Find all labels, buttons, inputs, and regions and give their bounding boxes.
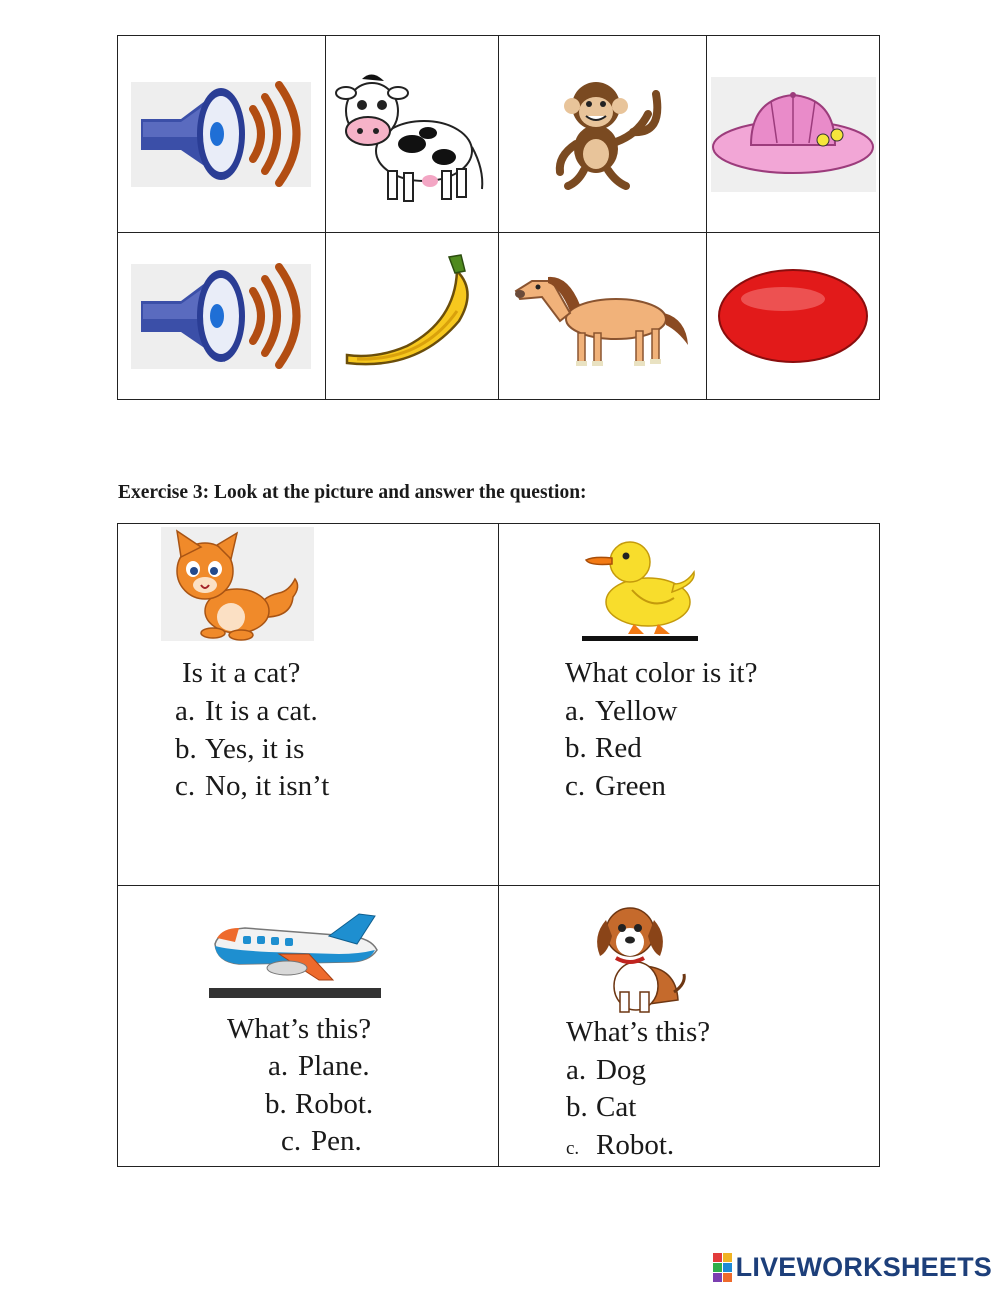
option-b-3[interactable]: b. Robot. [265,1088,374,1120]
question-3 [227,1011,371,1049]
duck-picture [582,536,698,641]
monkey-picture [499,36,707,233]
question-text: What’s this? [566,1016,711,1048]
option-b[interactable]: b. Yes, it is [175,732,305,765]
cat-picture [161,527,314,641]
option-c[interactable]: c. No, it isn’t [175,770,330,802]
question-2 [565,655,757,805]
option-a-3[interactable]: a. Plane. [268,1050,370,1082]
plane-picture [209,910,381,998]
option-c[interactable]: c. Robot. [566,1128,675,1161]
option-b[interactable]: b. Cat [566,1091,637,1123]
cow-picture [326,36,499,233]
pink-hat-picture [707,36,880,233]
audio-cell-1[interactable] [118,36,326,233]
option-a[interactable]: a. Dog [566,1053,646,1086]
horse-picture [499,233,707,400]
banana-picture [326,233,499,400]
options-1 [175,693,329,806]
question-card-3 [118,886,499,1167]
liveworksheets-logo [713,1252,992,1283]
question-1 [182,655,300,693]
logo-blocks-icon [713,1253,732,1282]
option-a[interactable]: a. It is a cat. [175,695,318,727]
exercise-3-grid [117,523,880,1167]
option-a[interactable]: a. Yellow [565,694,678,727]
question-text: What color is it? [565,657,758,689]
question-4 [566,1014,710,1167]
speaker-icon[interactable] [129,259,314,374]
listening-picture-grid [117,35,880,400]
option-b[interactable]: b. Red [565,732,642,764]
question-card-4 [499,886,880,1167]
option-c[interactable]: c. Green [565,769,666,802]
brand-name: LIVEWORKSHEETS [735,1252,992,1282]
question-text: Is it a cat? [182,657,301,689]
question-text: What’s this? [227,1013,372,1045]
question-card-2 [499,524,880,886]
dog-picture [586,896,691,1014]
speaker-icon[interactable] [129,77,314,192]
red-circle-picture [707,233,880,400]
audio-cell-2[interactable] [118,233,326,400]
option-c-3[interactable]: c. Pen. [281,1125,362,1157]
question-card-1 [118,524,499,886]
exercise-3-title: Exercise 3: Look at the picture and answer the question: [118,482,587,503]
